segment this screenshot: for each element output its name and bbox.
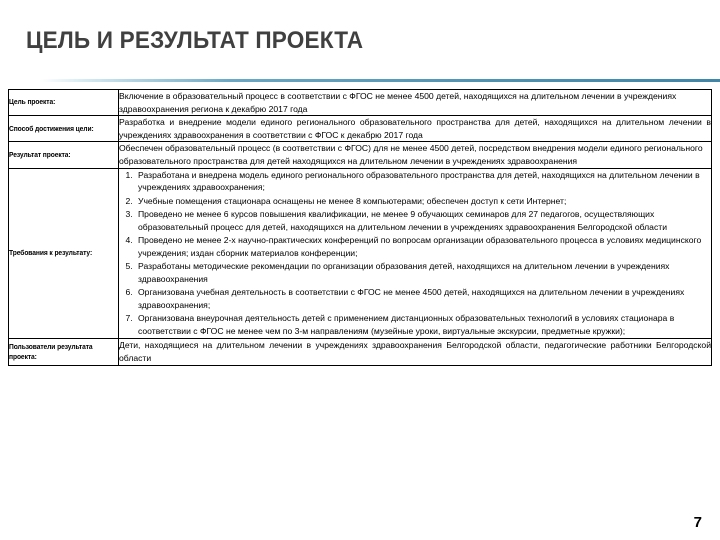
list-item-text: 7. Организована внеурочная деятельность детей с применением дистанционных образовательных технологий в условиях стационара в соответствии с ФГОС не менее чем по 3-м направлениям (музейные уроки, виртуальные экскурсии, предметные кружки); [138,313,675,337]
row-label-result [9,142,119,168]
row-label-users [9,339,119,365]
row-content-text: Разработка и внедрение модели единого регионального образовательного пространства для детей, находящихся на длительном лечении в учреждениях здравоохранения в соответствии с ФГОС к декабрю 2017 года [119,117,711,140]
table-row [9,116,712,142]
row-content-text: Включение в образовательный процесс в соответствии с ФГОС не менее 4500 детей, находящихся на длительном лечении в учреждениях здравоохранения региона к декабрю 2017 года [119,91,677,114]
row-label-goal [9,90,119,116]
page-title: ЦЕЛЬ И РЕЗУЛЬТАТ ПРОЕКТА [26,27,364,54]
row-content-method [119,116,712,142]
table-row [9,90,712,116]
row-label-text: Пользователи результата проекта: [9,341,93,362]
table-row [9,339,712,365]
table-row [9,168,712,339]
row-label-text: Способ достижения цели: [9,123,94,133]
list-item-text: 6. Организована учебная деятельность в соответствии с ФГОС не менее 4500 детей, находящихся на длительном лечении в учреждениях здравоохранения; [138,287,685,311]
row-content-goal [119,90,712,116]
row-label-text: Требования к результату: [9,248,93,258]
list-item [135,312,711,338]
table-row [9,142,712,168]
list-item-text: 5. Разработаны методические рекомендации по организации образования детей, находящихся на длительном лечении в учреждениях здравоохранения [138,261,670,284]
row-label-method [9,116,119,142]
row-content-text: Обеспечен образовательный процесс (в соответствии с ФГОС) для не менее 4500 детей, посредством внедрения модели единого регионального образовательного пространства для детей находящихся на длительном лечении в учреждениях здравоохранения [119,143,703,166]
project-table [8,89,712,366]
list-item [135,286,711,312]
list-item [135,260,711,286]
list-item [135,169,711,195]
list-item-text: 1. Разработана и внедрена модель единого регионального образовательного пространства для детей, находящихся на длительном лечении в учреждениях здравоохранения; [138,169,700,193]
row-content-result [119,142,712,168]
row-label-text: Результат проекта: [9,149,71,159]
list-item [135,234,711,260]
row-content-requirements [119,168,712,339]
row-content-text: Дети, находящиеся на длительном лечении в учреждениях здравоохранения Белгородской области, педагогические работники Белгородской области [119,340,711,364]
page-number: 7 [693,514,702,531]
list-item [135,195,711,208]
row-label-requirements [9,168,119,339]
list-item-text: 2. Учебные помещения стационара оснащены не менее 8 компьютерами; обеспечен доступ к сети Интернет; [138,195,567,206]
list-item-text: 3. Проведено не менее 6 курсов повышения квалификации, не менее 9 обучающих семинаров для 27 педагогов, осуществляющих образовательный процесс для детей, находящихся на длительном лечении в учреждениях здравоохранения Белгородской области [138,208,667,232]
title-divider [40,79,720,82]
list-item [135,208,711,234]
row-label-text: Цель проекта: [9,97,56,107]
list-item-text: 4. Проведено не менее 2-х научно-практических конференций по вопросам организации образовательного процесса в условиях медицинского учреждения; издан сборник материалов конференции; [138,235,702,258]
row-content-users [119,339,712,365]
project-table-container [8,89,712,366]
requirements-list [119,169,711,338]
